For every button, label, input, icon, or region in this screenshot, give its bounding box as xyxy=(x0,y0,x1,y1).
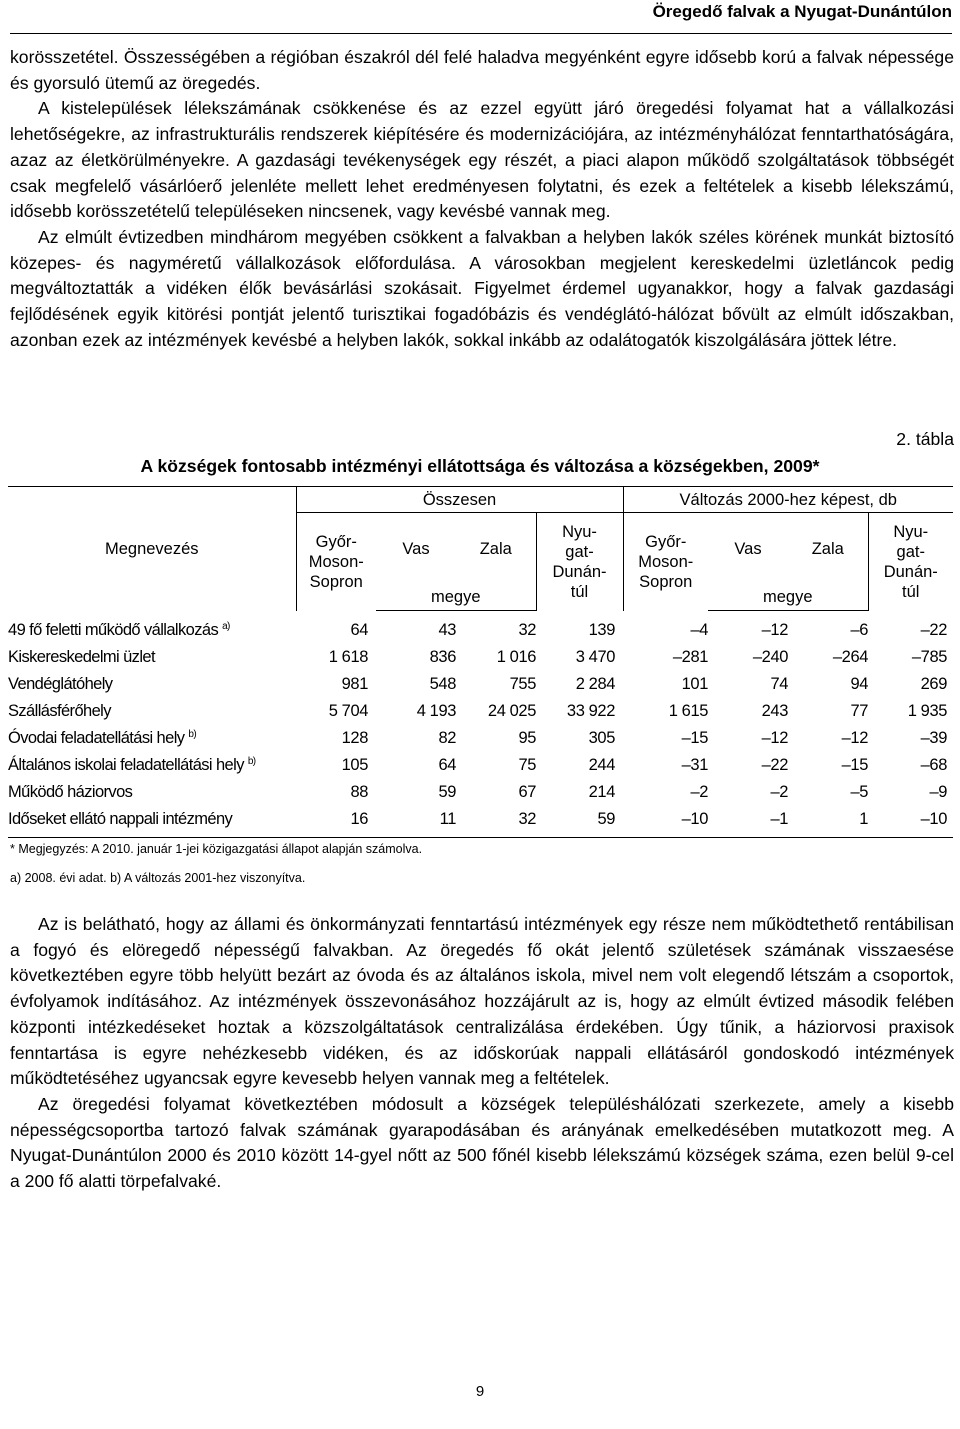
row-label-text: Vendéglátóhely xyxy=(8,675,113,693)
table-cell: 128 xyxy=(341,729,368,747)
row-label xyxy=(8,725,296,752)
table-cell: –15 xyxy=(841,756,868,774)
table-title: A községek fontosabb intézményi ellátottsága és változása a községekben, 2009* xyxy=(140,456,820,476)
table-cell: –22 xyxy=(761,756,788,774)
table-cell: 11 xyxy=(376,806,456,838)
table-cell: 75 xyxy=(518,756,536,774)
table-row xyxy=(8,698,953,725)
data-table xyxy=(8,486,953,838)
row-label xyxy=(8,611,296,645)
table-cell: 836 xyxy=(429,648,456,666)
col-header-zala: Zala xyxy=(479,539,512,558)
paragraph: Az is belátható, hogy az állami és önkormányzati fenntartású intézmények egy része nem működtethető rentábilisan a fogyó és elöregedő népességű falvakban. Az öregedés fő okát jelentő születések számának visszaesése következtében egyre több helyütt bezárt az óvoda és az általános iskola, mivel nem volt elegendő létszám a csoportok, évfolyamok indításához. Az intézmények összevonásához hozzájárult az is, hogy az elmúlt évtized második felében központi intézkedéseket hoztak a közszolgáltatások centralizálása érdekében. Úgy tűnik, a háziorvosi praxisok fenntartása is egyre nehézkesebb vidéken, és az időskorúak nappali ellátásáról gondoskodó intézmények működtetéséhez ugyancsak egyre kevesebb helyen vannak meg a feltételek. xyxy=(10,914,954,1089)
row-label xyxy=(8,779,296,806)
table-cell: 305 xyxy=(588,729,615,747)
row-label-text: Szállásférőhely xyxy=(8,702,111,720)
table-cell: 4 193 xyxy=(416,702,456,720)
footnote-marker: a) xyxy=(222,620,230,632)
table-cell: –31 xyxy=(681,756,708,774)
col-header-zala-change: Zala xyxy=(811,539,844,558)
col-group-total: Összesen xyxy=(296,487,623,513)
table-cell: 64 xyxy=(438,756,456,774)
table-note: * Megjegyzés: A 2010. január 1-jei közigazgatási állapot alapján számolva. xyxy=(10,842,423,856)
footnote-marker: b) xyxy=(188,729,197,740)
table-cell: –6 xyxy=(850,621,868,639)
table-row xyxy=(8,752,953,779)
table-cell: –12 xyxy=(761,729,788,747)
table-cell: 77 xyxy=(850,702,868,720)
table-cell: 3 470 xyxy=(575,648,615,666)
col-header-gyor-change: Győr- Moson- Sopron xyxy=(623,513,708,611)
row-label xyxy=(8,752,296,779)
table-cell: 1 615 xyxy=(668,702,708,720)
table-cell: –9 xyxy=(929,783,947,801)
table-cell: 105 xyxy=(341,756,368,774)
row-label-text: Kiskereskedelmi üzlet xyxy=(8,648,155,666)
table-cell: –22 xyxy=(920,620,947,639)
table-cell: –68 xyxy=(920,756,947,774)
body-text-top xyxy=(10,45,954,353)
col-header-nyugat: Nyu- gat- Dunán- túl xyxy=(536,513,623,611)
running-header: Öregedő falvak a Nyugat-Dunántúlon xyxy=(652,2,952,21)
table-row xyxy=(8,671,953,698)
page-number: 9 xyxy=(475,1383,485,1400)
table-cell: 94 xyxy=(850,675,868,693)
paragraph: A kistelepülések lélekszámának csökkenése és az ezzel együtt járó öregedési folyamat hat a vállalkozási lehetőségekre, az infrastrukturális rendszerek kiépítésére és modernizációjára, az intézményhálózat fenntarthatóságára, azaz az életkörülményekre. A gazdasági tevékenységek egy részét, a piaci alapon működő szolgáltatások többségét csak megfelelő vásárlóerő jelenléte mellett lehet eredményesen folytatni, és ezek a feltételek a kisebb lélekszámú, idősebb korösszetételű településeken nincsenek, vagy kevésbé vannak meg. xyxy=(10,98,954,222)
row-label xyxy=(8,806,296,838)
table-cell: 95 xyxy=(518,729,536,747)
table-cell: 244 xyxy=(588,756,615,774)
col-header-gyor: Győr- Moson- Sopron xyxy=(296,513,376,611)
row-label-text: Óvodai feladatellátási hely xyxy=(8,729,185,747)
table-cell: –240 xyxy=(752,648,788,666)
footnote-marker: b) xyxy=(247,756,256,767)
table-cell: –12 xyxy=(841,729,868,747)
table-cell: 243 xyxy=(761,702,788,720)
body-text-bottom xyxy=(10,912,954,1195)
table-cell: 1 935 xyxy=(907,702,947,720)
table-cell: 16 xyxy=(296,806,376,838)
table-cell: –4 xyxy=(690,620,708,639)
table-cell: 755 xyxy=(509,675,536,693)
table-cell: 269 xyxy=(920,675,947,693)
col-header-megye-change: megye xyxy=(708,585,868,611)
table-cell: –39 xyxy=(920,729,947,747)
table-cell: 64 xyxy=(350,620,368,639)
paragraph: korösszetétel. Összességében a régióban északról dél felé haladva megyénként egyre idősebb korú a falvak népessége és gyorsuló ütemű az öregedés. xyxy=(10,47,954,93)
table-cell: 59 xyxy=(438,783,456,801)
table-cell: –2 xyxy=(690,783,708,801)
table-row xyxy=(8,644,953,671)
row-label-text: 49 fő feletti működő vállalkozás xyxy=(8,620,219,639)
table-cell: 24 025 xyxy=(487,702,536,720)
table-cell: –10 xyxy=(868,806,953,838)
table-cell: –1 xyxy=(708,806,788,838)
table-body xyxy=(8,611,953,838)
table-cell: 2 284 xyxy=(575,675,615,693)
row-label xyxy=(8,671,296,698)
table-cell: –10 xyxy=(623,806,708,838)
table-cell: 139 xyxy=(588,620,615,639)
table-cell: 981 xyxy=(341,675,368,693)
col-header-vas-change: Vas xyxy=(734,539,762,558)
table-cell: 59 xyxy=(536,806,623,838)
table-number: 2. tábla xyxy=(896,429,954,449)
table-cell: –15 xyxy=(681,729,708,747)
col-header-vas: Vas xyxy=(402,539,430,558)
table-cell: –785 xyxy=(911,648,947,666)
table-cell: 43 xyxy=(438,621,456,639)
table-cell: 33 922 xyxy=(566,702,615,720)
table-cell: 1 xyxy=(788,806,868,838)
paragraph: Az elmúlt évtizedben mindhárom megyében csökkent a falvakban a helyben lakók széles körének munkát biztosító közepes- és nagyméretű vállalkozások előfordulása. A városokban megjelent kereskedelmi üzletláncok pedig megváltoztatták a vidéken élők bevásárlási szokásait. Figyelmet érdemel ugyanakkor, hogy a falvak gazdasági fejlődésének egyik kitörési pontját jelentő turisztikai fogadóbázis és vendéglátó-hálózat bővült az elmúlt időszakban, azonban ezek az intézmények kevésbé a helyben lakók, sokkal inkább az odalátogatók kiszolgálására jöttek létre. xyxy=(10,226,954,350)
table-cell: –12 xyxy=(761,621,788,639)
table-cell: 74 xyxy=(770,675,788,693)
table-cell: 214 xyxy=(588,783,615,801)
table-cell: 548 xyxy=(429,675,456,693)
table-cell: –281 xyxy=(672,648,708,666)
header-rule xyxy=(10,33,952,34)
row-label xyxy=(8,698,296,725)
table-row xyxy=(8,806,953,838)
table-cell: –2 xyxy=(770,783,788,801)
row-label xyxy=(8,644,296,671)
col-header-megye: megye xyxy=(376,585,536,611)
col-group-change: Változás 2000-hez képest, db xyxy=(623,487,953,513)
table-cell: 1 618 xyxy=(328,648,368,666)
col-header-nyugat-change: Nyu- gat- Dunán- túl xyxy=(868,513,953,611)
col-header-name: Megnevezés xyxy=(8,487,296,611)
paragraph: Az öregedési folyamat következtében módosult a községek településhálózati szerkezete, amely a kisebb népességcsoportba tartozó falvak számának gyarapodásában és arányának emelkedésében mutatkozott meg. A Nyugat-Dunántúlon 2000 és 2010 között 14-gyel nőtt az 500 főnél kisebb lélekszámú községek száma, ezen belül 9-cel a 200 fő alatti törpefalvaké. xyxy=(10,1093,954,1192)
table-row xyxy=(8,725,953,752)
row-label-text: Időseket ellátó nappali intézmény xyxy=(8,810,233,828)
table-cell: 67 xyxy=(518,783,536,801)
table-cell: 1 016 xyxy=(496,648,536,666)
table-cell: 5 704 xyxy=(328,702,368,720)
table-cell: 32 xyxy=(456,806,536,838)
table-row xyxy=(8,779,953,806)
table-cell: 88 xyxy=(350,783,368,801)
table-cell: –264 xyxy=(832,648,868,666)
table-cell: 101 xyxy=(681,675,708,693)
table-cell: 32 xyxy=(518,621,536,639)
table-cell: 82 xyxy=(438,729,456,747)
table-row xyxy=(8,611,953,645)
row-label-text: Működő háziorvos xyxy=(8,783,133,801)
row-label-text: Általános iskolai feladatellátási hely xyxy=(8,756,244,774)
table-note: a) 2008. évi adat. b) A változás 2001-hez viszonyítva. xyxy=(10,871,306,885)
table-cell: –5 xyxy=(850,783,868,801)
